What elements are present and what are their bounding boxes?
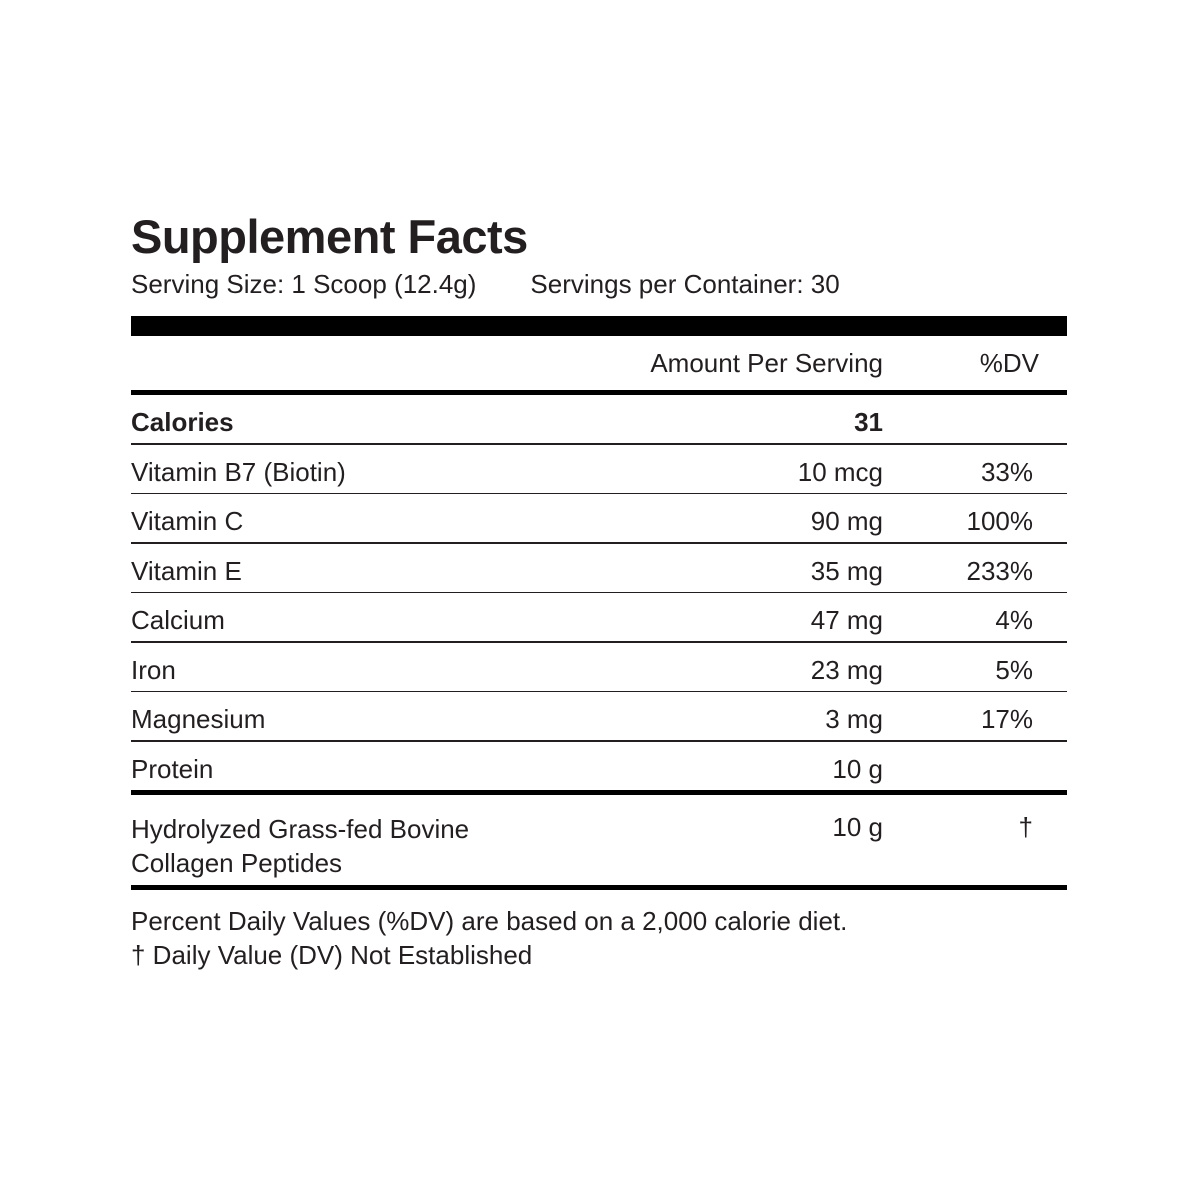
footnotes (131, 904, 1067, 972)
nutrient-name: Iron (131, 654, 176, 685)
nutrient-amount: 90 mg (810, 506, 883, 536)
nutrient-amount: 47 mg (810, 605, 883, 635)
other-ingredient-row (131, 795, 1067, 885)
nutrient-name: Vitamin E (131, 555, 242, 586)
nutrient-amount: 31 (854, 407, 883, 437)
nutrient-name: Protein (131, 753, 214, 784)
nutrient-amount: 10 g (832, 811, 883, 842)
nutrient-row (131, 692, 1067, 740)
thick-divider (131, 316, 1067, 336)
nutrient-dv: 5% (995, 654, 1033, 685)
nutrient-row (131, 593, 1067, 641)
nutrient-dv: 233% (966, 555, 1033, 586)
bottom-divider (131, 885, 1067, 890)
nutrient-name: Hydrolyzed Grass-fed Bovine Collagen Peptides (131, 813, 470, 878)
nutrient-name: Calories (131, 407, 234, 437)
daily-value-footnote: Percent Daily Values (%DV) are based on a 2,000 calorie diet. (131, 905, 848, 936)
nutrient-amount: 35 mg (810, 555, 883, 586)
nutrient-amount: 10 mcg (797, 456, 883, 487)
nutrient-dv: 100% (966, 506, 1033, 536)
nutrient-name: Calcium (131, 605, 225, 635)
nutrient-dv: 4% (995, 605, 1033, 635)
nutrient-name: Magnesium (131, 704, 266, 734)
calories-row (131, 395, 1067, 443)
nutrient-row (131, 643, 1067, 691)
not-established-footnote: † Daily Value (DV) Not Established (131, 939, 533, 970)
amount-column-header: Amount Per Serving (650, 348, 883, 378)
dv-column-header: %DV (979, 348, 1039, 378)
supplement-facts-panel (131, 212, 1067, 972)
nutrient-name: Vitamin B7 (Biotin) (131, 456, 346, 487)
serving-info (131, 269, 1067, 299)
nutrient-name: Vitamin C (131, 506, 244, 536)
nutrient-row (131, 742, 1067, 790)
nutrient-row (131, 544, 1067, 592)
nutrient-row (131, 445, 1067, 493)
nutrient-dv: 33% (980, 456, 1033, 487)
column-header-row (131, 336, 1067, 390)
panel-title: Supplement Facts (131, 210, 528, 263)
nutrient-row (131, 494, 1067, 542)
servings-per-container: Servings per Container: 30 (530, 269, 840, 299)
serving-size: Serving Size: 1 Scoop (12.4g) (131, 269, 477, 299)
nutrient-amount: 3 mg (825, 704, 883, 734)
nutrient-dv: 17% (980, 704, 1033, 734)
nutrient-dv: † (1018, 811, 1033, 842)
nutrient-amount: 10 g (832, 753, 883, 784)
nutrient-amount: 23 mg (810, 654, 883, 685)
